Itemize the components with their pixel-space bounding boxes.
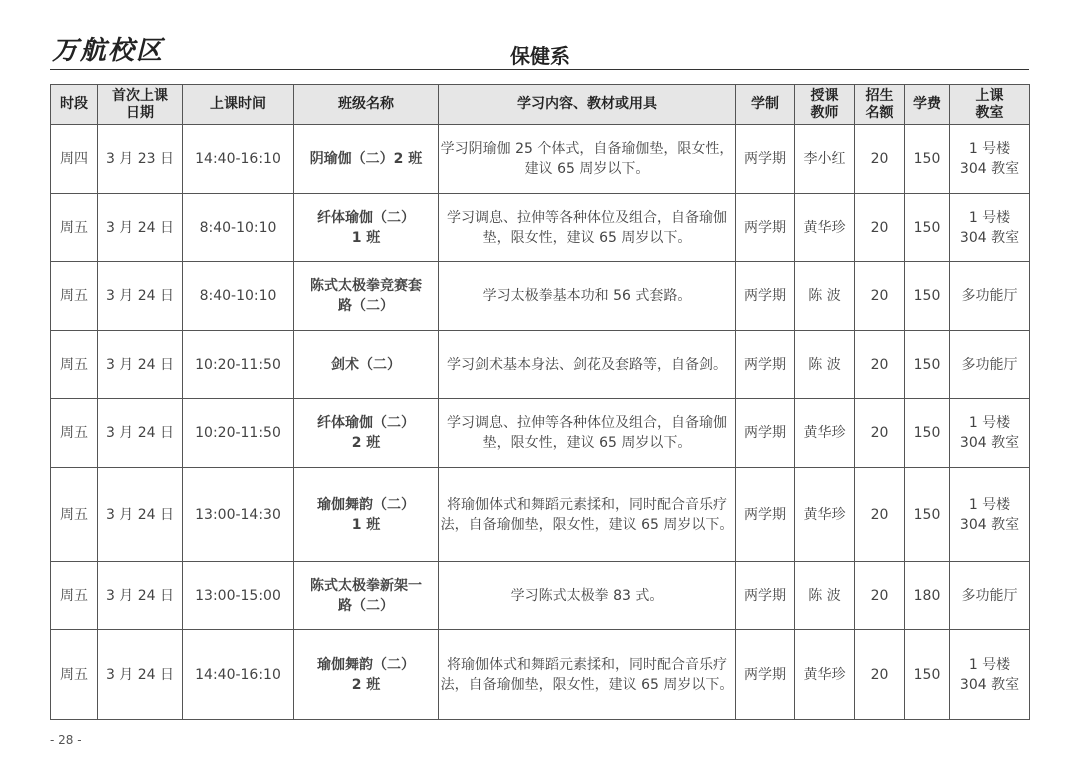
- cell-time: 10:20-11:50: [183, 331, 294, 399]
- cell-class-name: 瑜伽舞韵（二） 2 班: [294, 630, 439, 720]
- cell-teacher: 陈 波: [795, 262, 855, 331]
- cell-room: 多功能厅: [950, 262, 1030, 331]
- cell-first-date: 3 月 24 日: [98, 262, 183, 331]
- cell-fee: 150: [905, 399, 950, 468]
- cell-teacher: 黄华珍: [795, 630, 855, 720]
- cell-first-date: 3 月 24 日: [98, 331, 183, 399]
- table-row: [51, 562, 1030, 630]
- cell-room: 1 号楼 304 教室: [950, 399, 1030, 468]
- cell-term: 两学期: [736, 331, 795, 399]
- table-row: [51, 468, 1030, 562]
- cell-time: 8:40-10:10: [183, 262, 294, 331]
- column-header-fee: 学费: [905, 85, 950, 125]
- column-header-day: 时段: [51, 85, 98, 125]
- cell-time: 13:00-14:30: [183, 468, 294, 562]
- cell-class-name: 陈式太极拳竞赛套 路（二）: [294, 262, 439, 331]
- cell-day: 周五: [51, 399, 98, 468]
- cell-content: 学习阴瑜伽 25 个体式，自备瑜伽垫，限女性，建议 65 周岁以下。: [439, 125, 736, 194]
- cell-class-name: 纤体瑜伽（二） 1 班: [294, 194, 439, 262]
- column-header-time: 上课时间: [183, 85, 294, 125]
- column-header-content: 学习内容、教材或用具: [439, 85, 736, 125]
- cell-day: 周五: [51, 468, 98, 562]
- cell-first-date: 3 月 24 日: [98, 399, 183, 468]
- cell-day: 周五: [51, 262, 98, 331]
- column-header-term: 学制: [736, 85, 795, 125]
- cell-day: 周四: [51, 125, 98, 194]
- cell-term: 两学期: [736, 468, 795, 562]
- cell-term: 两学期: [736, 125, 795, 194]
- cell-fee: 150: [905, 630, 950, 720]
- table-row: [51, 399, 1030, 468]
- cell-room: 1 号楼 304 教室: [950, 194, 1030, 262]
- cell-term: 两学期: [736, 194, 795, 262]
- cell-fee: 150: [905, 331, 950, 399]
- cell-teacher: 李小红: [795, 125, 855, 194]
- header-divider: [50, 69, 1029, 70]
- cell-fee: 150: [905, 262, 950, 331]
- cell-first-date: 3 月 24 日: [98, 562, 183, 630]
- cell-fee: 180: [905, 562, 950, 630]
- cell-room: 1 号楼 304 教室: [950, 125, 1030, 194]
- cell-quota: 20: [855, 262, 905, 331]
- table-row: [51, 331, 1030, 399]
- cell-day: 周五: [51, 562, 98, 630]
- cell-class-name: 剑术（二）: [294, 331, 439, 399]
- cell-quota: 20: [855, 399, 905, 468]
- cell-content: 学习陈式太极拳 83 式。: [439, 562, 736, 630]
- cell-room: 1 号楼 304 教室: [950, 630, 1030, 720]
- cell-time: 14:40-16:10: [183, 125, 294, 194]
- column-header-class-name: 班级名称: [294, 85, 439, 125]
- cell-teacher: 黄华珍: [795, 194, 855, 262]
- cell-quota: 20: [855, 125, 905, 194]
- cell-time: 8:40-10:10: [183, 194, 294, 262]
- cell-fee: 150: [905, 194, 950, 262]
- cell-first-date: 3 月 23 日: [98, 125, 183, 194]
- column-header-room: 上课 教室: [950, 85, 1030, 125]
- cell-fee: 150: [905, 125, 950, 194]
- cell-term: 两学期: [736, 562, 795, 630]
- cell-room: 1 号楼 304 教室: [950, 468, 1030, 562]
- cell-class-name: 陈式太极拳新架一 路（二）: [294, 562, 439, 630]
- cell-quota: 20: [855, 468, 905, 562]
- cell-content: 学习太极拳基本功和 56 式套路。: [439, 262, 736, 331]
- cell-quota: 20: [855, 331, 905, 399]
- cell-content: 学习调息、拉伸等各种体位及组合，自备瑜伽垫，限女性，建议 65 周岁以下。: [439, 399, 736, 468]
- cell-fee: 150: [905, 468, 950, 562]
- cell-content: 学习剑术基本身法、剑花及套路等，自备剑。: [439, 331, 736, 399]
- department-title: 保健系: [510, 44, 570, 68]
- table-header-row: [51, 85, 1030, 125]
- cell-content: 将瑜伽体式和舞蹈元素揉和，同时配合音乐疗法，自备瑜伽垫，限女性，建议 65 周岁以下。: [439, 468, 736, 562]
- cell-day: 周五: [51, 630, 98, 720]
- cell-content: 将瑜伽体式和舞蹈元素揉和，同时配合音乐疗法，自备瑜伽垫，限女性，建议 65 周岁以下。: [439, 630, 736, 720]
- cell-teacher: 陈 波: [795, 331, 855, 399]
- cell-day: 周五: [51, 194, 98, 262]
- table-row: [51, 630, 1030, 720]
- cell-first-date: 3 月 24 日: [98, 194, 183, 262]
- column-header-quota: 招生 名额: [855, 85, 905, 125]
- cell-term: 两学期: [736, 630, 795, 720]
- table-row: [51, 125, 1030, 194]
- course-schedule-table: [50, 84, 1030, 720]
- table-row: [51, 262, 1030, 331]
- cell-teacher: 黄华珍: [795, 468, 855, 562]
- table-row: [51, 194, 1030, 262]
- cell-term: 两学期: [736, 262, 795, 331]
- cell-first-date: 3 月 24 日: [98, 630, 183, 720]
- cell-class-name: 阴瑜伽（二）2 班: [294, 125, 439, 194]
- cell-class-name: 纤体瑜伽（二） 2 班: [294, 399, 439, 468]
- cell-room: 多功能厅: [950, 562, 1030, 630]
- cell-content: 学习调息、拉伸等各种体位及组合，自备瑜伽垫，限女性，建议 65 周岁以下。: [439, 194, 736, 262]
- cell-day: 周五: [51, 331, 98, 399]
- cell-time: 10:20-11:50: [183, 399, 294, 468]
- cell-room: 多功能厅: [950, 331, 1030, 399]
- cell-time: 14:40-16:10: [183, 630, 294, 720]
- page-number: - 28 -: [50, 733, 82, 747]
- cell-teacher: 陈 波: [795, 562, 855, 630]
- cell-class-name: 瑜伽舞韵（二） 1 班: [294, 468, 439, 562]
- cell-quota: 20: [855, 194, 905, 262]
- campus-name: 万航校区: [52, 36, 165, 66]
- cell-teacher: 黄华珍: [795, 399, 855, 468]
- cell-term: 两学期: [736, 399, 795, 468]
- cell-quota: 20: [855, 630, 905, 720]
- column-header-teacher: 授课 教师: [795, 85, 855, 125]
- cell-time: 13:00-15:00: [183, 562, 294, 630]
- cell-quota: 20: [855, 562, 905, 630]
- column-header-first-date: 首次上课 日期: [98, 85, 183, 125]
- cell-first-date: 3 月 24 日: [98, 468, 183, 562]
